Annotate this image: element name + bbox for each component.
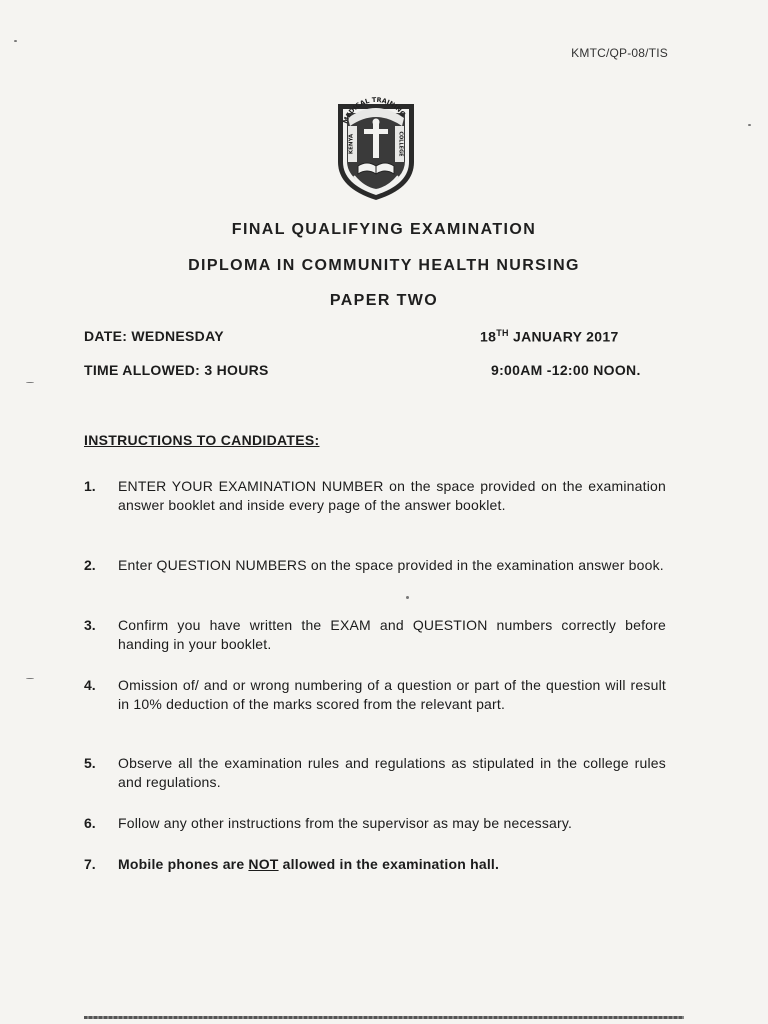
instruction-text: Enter QUESTION NUMBERS on the space provided in the examination answer book. xyxy=(118,557,664,573)
instruction-number: 6. xyxy=(84,815,96,831)
instruction-item xyxy=(84,616,666,654)
logo-top-text: MEDICAL TRAINING xyxy=(341,96,408,125)
instruction-item xyxy=(84,556,666,575)
paper-title: PAPER TWO xyxy=(329,292,439,309)
instruction-item xyxy=(84,855,666,874)
instruction-text xyxy=(118,855,666,874)
time-value: 9:00AM -12:00 NOON. xyxy=(491,362,641,378)
instruction-number: 4. xyxy=(84,677,96,693)
logo-left-text: KENYA xyxy=(348,133,355,155)
scan-speck xyxy=(406,596,409,599)
instruction-number: 2. xyxy=(84,557,96,573)
instruction-number: 5. xyxy=(84,755,96,771)
scan-speck xyxy=(748,124,751,126)
instruction-text-after: allowed in the examination hall. xyxy=(278,856,500,872)
date-label: DATE: WEDNESDAY xyxy=(84,328,224,344)
date-suffix: TH xyxy=(496,328,509,338)
scan-speck xyxy=(14,40,17,42)
date-month-year: JANUARY 2017 xyxy=(508,328,619,345)
instruction-item xyxy=(84,814,666,833)
date-day: 18 xyxy=(480,328,497,345)
instruction-text: Follow any other instructions from the supervisor as may be necessary. xyxy=(118,815,573,831)
scan-speck xyxy=(26,678,34,679)
logo-right-text: COLLEGE xyxy=(397,131,404,157)
instruction-text: Omission of/ and or wrong numbering of a question or part of the question will result in 10% deduction of the marks scored from the relevant part. xyxy=(118,677,666,712)
instruction-item xyxy=(84,477,666,515)
time-allowed-label: TIME ALLOWED: 3 HOURS xyxy=(84,362,269,378)
instruction-emphasis: NOT xyxy=(248,856,279,872)
instruction-text: Confirm you have written the EXAM and QUESTION numbers correctly before handing in your booklet. xyxy=(118,617,666,652)
instruction-number: 3. xyxy=(84,617,96,633)
instructions-heading: INSTRUCTIONS TO CANDIDATES: xyxy=(84,432,320,448)
instruction-text-before: Mobile phones are xyxy=(118,856,249,872)
instruction-number: 1. xyxy=(84,478,96,494)
document-code: KMTC/QP-08/TIS xyxy=(571,46,668,60)
instruction-number: 7. xyxy=(84,856,96,872)
instruction-item xyxy=(84,676,666,714)
instruction-text: ENTER YOUR EXAMINATION NUMBER on the space provided on the examination answer booklet and inside every page of the answer booklet. xyxy=(118,478,666,513)
instruction-item xyxy=(84,754,666,792)
kmtc-crest-icon xyxy=(324,96,428,202)
date-value xyxy=(480,328,619,345)
exam-title: FINAL QUALIFYING EXAMINATION xyxy=(231,221,537,238)
instruction-text: Observe all the examination rules and regulations as stipulated in the college rules and regulations. xyxy=(118,755,666,790)
course-title: DIPLOMA IN COMMUNITY HEALTH NURSING xyxy=(188,257,580,274)
scan-speck xyxy=(26,382,34,383)
footer-rule xyxy=(84,1016,684,1019)
